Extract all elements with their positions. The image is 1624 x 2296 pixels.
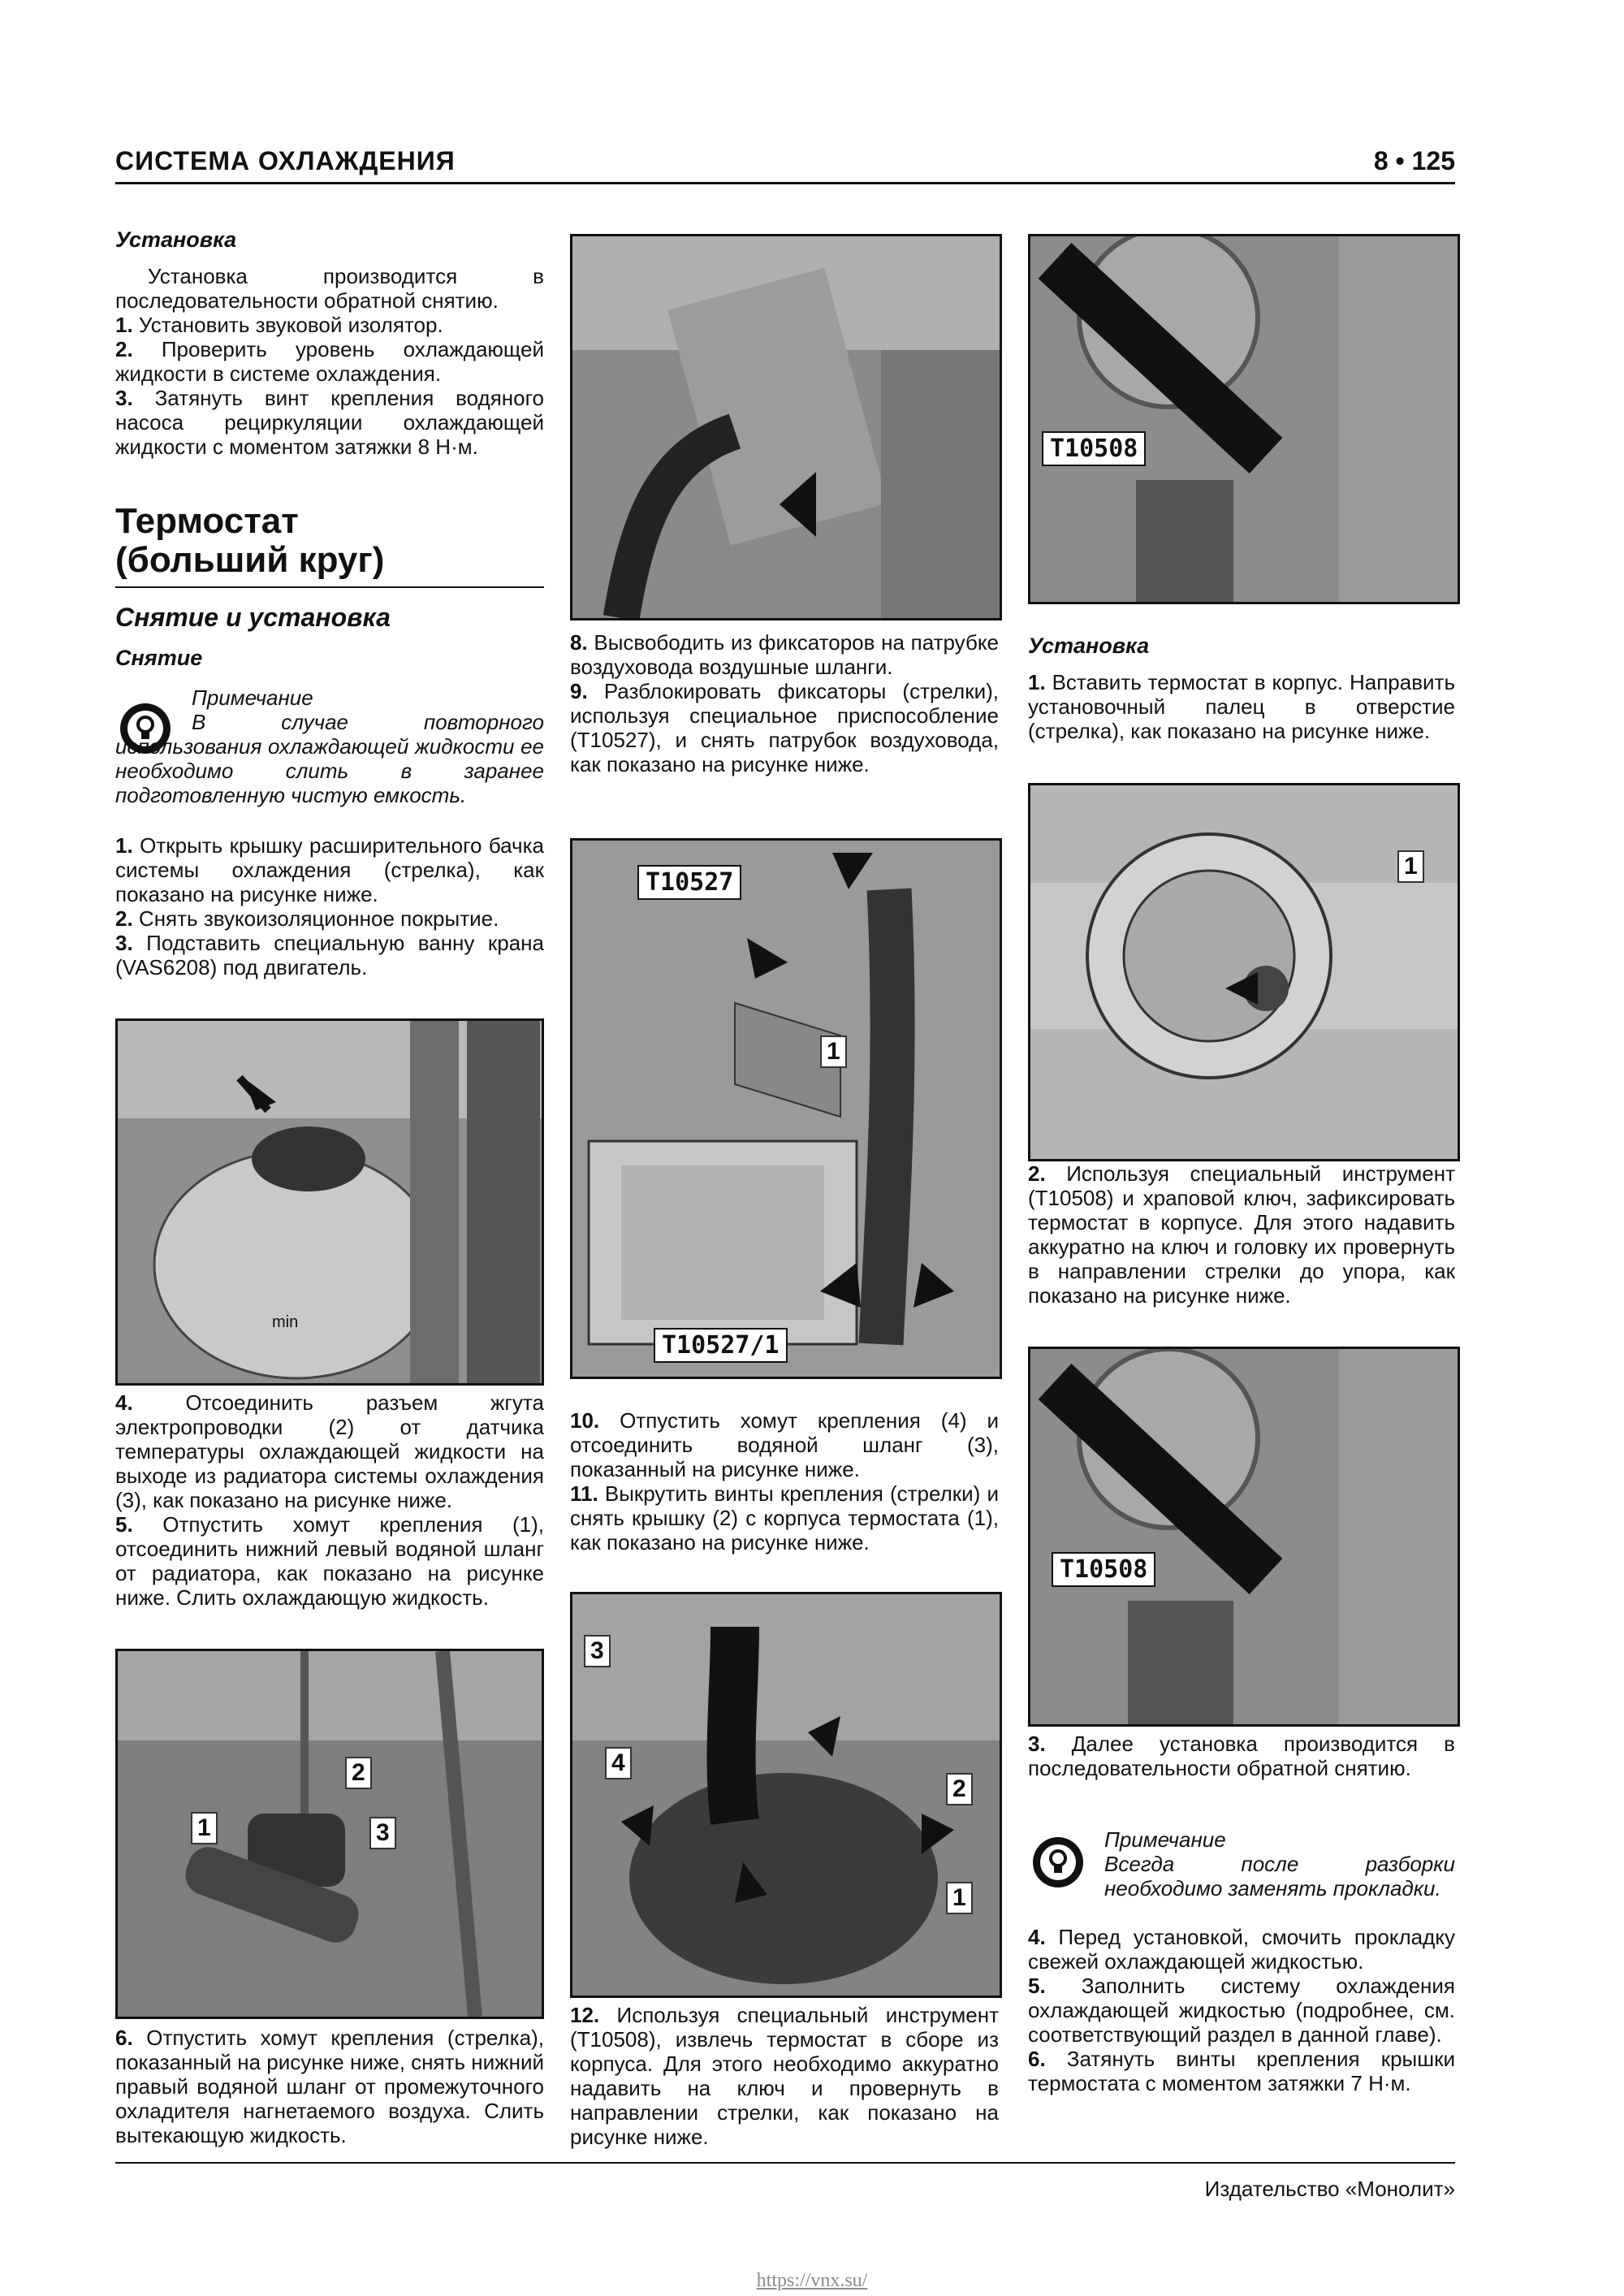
callout-3: 3 bbox=[584, 1635, 611, 1667]
col2-steps-a bbox=[570, 630, 999, 776]
subsection-title: Снятие и установка bbox=[115, 603, 391, 632]
install-step: 2. Проверить уровень охлаждающей жидкости в системе охлаждения. bbox=[115, 337, 544, 386]
col3-steps-d bbox=[1028, 1925, 1455, 2095]
note-text: Всегда после разборки необходимо заменять прокладки. bbox=[1104, 1852, 1455, 1900]
step-item: 6. Затянуть винты крепления крышки термостата с моментом затяжки 7 Н·м. bbox=[1028, 2047, 1455, 2095]
running-header-title: СИСТЕМА ОХЛАЖДЕНИЯ bbox=[115, 146, 456, 175]
photo-expansion-tank bbox=[115, 1018, 544, 1386]
removal-steps-a bbox=[115, 833, 544, 979]
callout-2: 2 bbox=[345, 1757, 372, 1789]
tool-label-t10508: T10508 bbox=[1042, 431, 1146, 466]
install-step: 1. Установить звуковой изолятор. bbox=[115, 313, 443, 337]
section-title-line2: (больший круг) bbox=[115, 540, 385, 580]
col3-steps-b bbox=[1028, 1161, 1455, 1308]
photo-air-hoses bbox=[570, 234, 1002, 620]
callout-3: 3 bbox=[369, 1817, 396, 1849]
photo-tool-t10508-install bbox=[1028, 1347, 1460, 1727]
footer-rule bbox=[115, 2162, 1455, 2164]
step-item: 4. Отсоединить разъем жгута электропроводки (2) от датчика температуры охлаждающей жидкости на выходе из радиатора системы охлаждения (3), как показано на рисунке ниже. bbox=[115, 1390, 544, 1512]
section-rule bbox=[115, 586, 544, 588]
note-block-2 bbox=[1104, 1827, 1455, 1900]
callout-1: 1 bbox=[946, 1882, 973, 1914]
step-item: 2. Используя специальный инструмент (T10508) и храповой ключ, зафиксировать термостат в корпусе. Для этого надавить аккуратно на ключ и головку их провернуть в направлении стрелки до упора, как показано на рисунке ниже. bbox=[1028, 1161, 1455, 1308]
step-item: 8. Высвободить из фиксаторов на патрубке воздуховода воздушные шланги. bbox=[570, 630, 999, 679]
step-item: 4. Перед установкой, смочить прокладку свежей охлаждающей жидкостью. bbox=[1028, 1925, 1455, 1974]
callout-1: 1 bbox=[191, 1812, 218, 1844]
step-item: 5. Отпустить хомут крепления (1), отсоединить нижний левый водяной шланг от радиатора, как показано на рисунке ниже. Слить охлаждающую жидкость. bbox=[115, 1512, 544, 1610]
column-1-top bbox=[115, 227, 544, 459]
step-item: 3. Далее установка производится в последовательности обратной снятию. bbox=[1028, 1732, 1455, 1780]
photo-tool-t10508-removal bbox=[1028, 234, 1460, 604]
note-title: Примечание bbox=[1104, 1827, 1226, 1852]
step-item: 9. Разблокировать фиксаторы (стрелки), используя специальное приспособление (T10527), и снять патрубок воздуховода, как показано на рисунке ниже. bbox=[570, 679, 999, 776]
col3-install bbox=[1028, 633, 1455, 743]
step-item: 1. Вставить термостат в корпус. Направить установочный палец в отверстие (стрелка), как показано на рисунке ниже. bbox=[1028, 670, 1455, 743]
step-item: 2. Снять звукоизоляционное покрытие. bbox=[115, 906, 499, 931]
step-item: 12. Используя специальный инструмент (T10508), извлечь термостат в сборе из корпуса. Для этого необходимо аккуратно надавить на ключ и провернуть в направлении стрелки, как показано на рисунке ниже. bbox=[570, 2003, 999, 2149]
note-text-block-1 bbox=[115, 710, 544, 807]
lightbulb-note-icon bbox=[1033, 1837, 1083, 1887]
header-rule bbox=[115, 182, 1455, 184]
col2-steps-b bbox=[570, 1408, 999, 1554]
step-item: 5. Заполнить систему охлаждения охлаждающей жидкостью (подробнее, см. соответствующий раздел в данной главе). bbox=[1028, 1974, 1455, 2047]
step-item: 10. Отпустить хомут крепления (4) и отсоединить водяной шланг (3), показанный на рисунке ниже. bbox=[570, 1408, 999, 1481]
callout-2: 2 bbox=[946, 1773, 973, 1805]
callout-4: 4 bbox=[605, 1747, 632, 1779]
step-item: 6. Отпустить хомут крепления (стрелка), показанный на рисунке ниже, снять нижний правый водяной шланг от промежуточного охладителя нагнетаемого воздуха. Слить вытекающую жидкость. bbox=[115, 2026, 544, 2147]
col2-steps-c bbox=[570, 2003, 999, 2149]
footer-publisher: Издательство «Монолит» bbox=[1204, 2177, 1455, 2201]
tool-label-t10527: T10527 bbox=[637, 865, 741, 900]
section-title-line1: Термостат bbox=[115, 501, 299, 541]
callout-1: 1 bbox=[1397, 850, 1424, 883]
page-number: 8 • 125 bbox=[1373, 146, 1455, 175]
removal-title: Снятие bbox=[115, 646, 203, 670]
install-step: 3. Затянуть винт крепления водяного насоса рециркуляции охлаждающей жидкости с моментом затяжки 8 Н·м. bbox=[115, 386, 544, 459]
tank-min-label: min bbox=[272, 1313, 299, 1331]
tool-label-t10508: T10508 bbox=[1052, 1552, 1155, 1587]
note-block-1 bbox=[192, 685, 541, 710]
photo-thermostat-housing bbox=[1028, 783, 1460, 1161]
step-item: 1. Открыть крышку расширительного бачка системы охлаждения (стрелка), как показано на рисунке ниже. bbox=[115, 833, 544, 906]
col3-steps-c bbox=[1028, 1732, 1455, 1780]
install-intro: Установка производится в последовательности обратной снятию. bbox=[115, 264, 544, 313]
note-title: Примечание bbox=[192, 685, 313, 710]
removal-steps-c bbox=[115, 2026, 544, 2147]
thermostat-section bbox=[115, 502, 544, 671]
photo-air-duct bbox=[570, 838, 1002, 1379]
removal-steps-b bbox=[115, 1390, 544, 1610]
step-item: 3. Подставить специальную ванну крана (VAS6208) под двигатель. bbox=[115, 931, 544, 979]
watermark-link[interactable]: https://vnx.su/ bbox=[756, 2270, 868, 2291]
photo-radiator-hose bbox=[115, 1649, 544, 2019]
step-item: 11. Выкрутить винты крепления (стрелки) и снять крышку (2) с корпуса термостата (1), как показано на рисунке ниже. bbox=[570, 1481, 999, 1554]
photo-thermostat-cover bbox=[570, 1592, 1002, 1998]
install-title: Установка bbox=[1028, 633, 1150, 658]
install-title: Установка bbox=[115, 227, 237, 252]
callout-1: 1 bbox=[820, 1036, 847, 1068]
tool-label-t10527-1: T10527/1 bbox=[654, 1328, 788, 1363]
note-text: В случае повторного использования охлаждающей жидкости ее необходимо слить в заранее подготовленную чистую емкость. bbox=[115, 710, 544, 807]
